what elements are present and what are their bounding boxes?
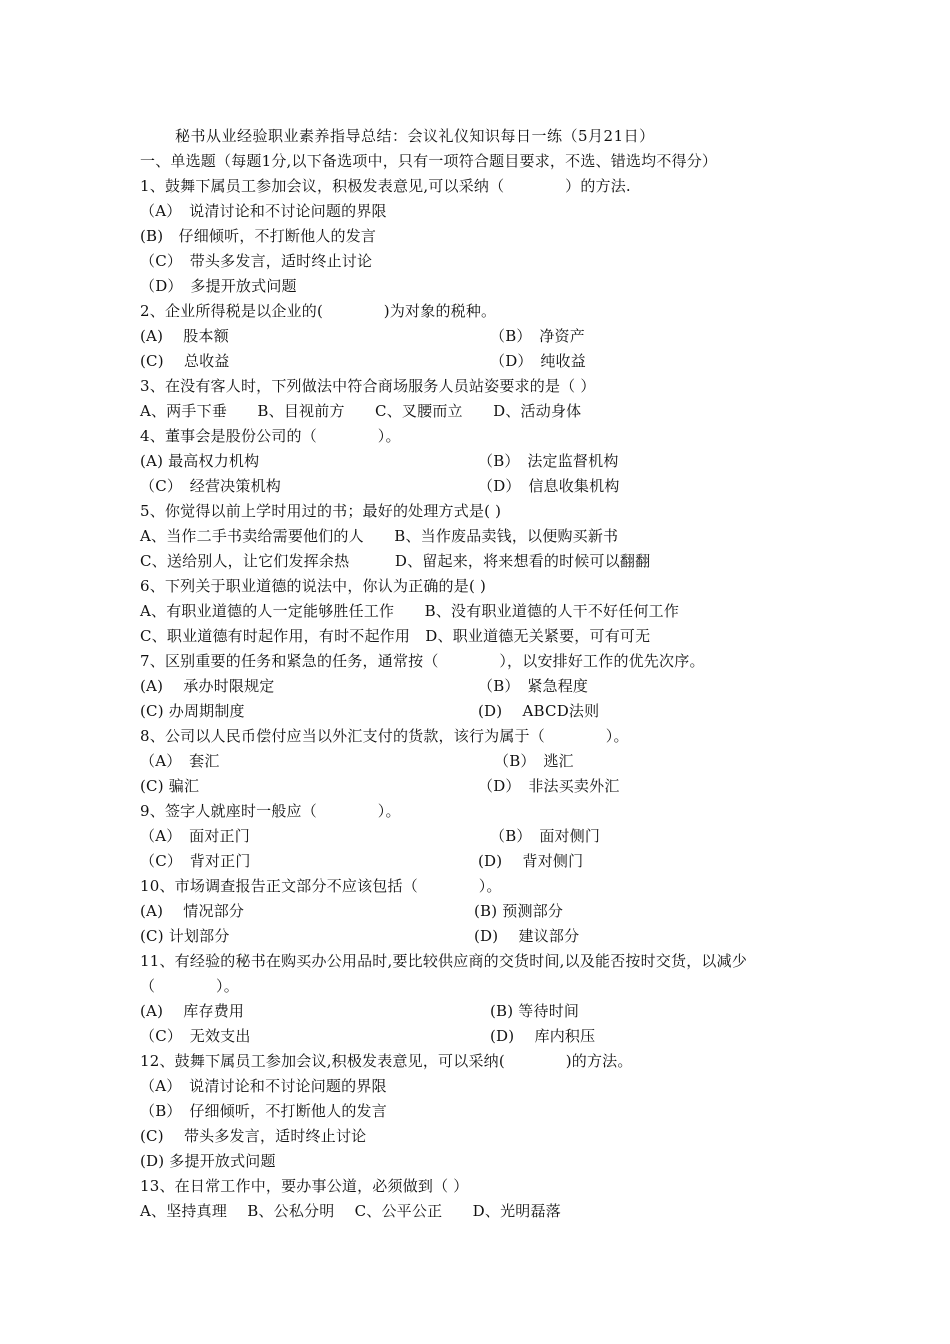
question-7-option-b: （B） 紧急程度 bbox=[478, 677, 589, 695]
question-2-option-a: (A) 股本额 bbox=[140, 327, 229, 345]
question-1-option-d: （D） 多提开放式问题 bbox=[140, 277, 297, 295]
question-10-option-c: (C) 计划部分 bbox=[140, 927, 230, 945]
question-8-option-a: （A） 套汇 bbox=[140, 752, 220, 770]
question-1-stem: 1、鼓舞下属员工参加会议，积极发表意见,可以采纳（ ）的方法. bbox=[140, 177, 631, 195]
question-12-stem: 12、鼓舞下属员工参加会议,积极发表意见，可以采纳( )的方法。 bbox=[140, 1052, 633, 1070]
question-5-stem: 5、你觉得以前上学时用过的书；最好的处理方式是( ) bbox=[140, 502, 502, 520]
question-6-stem: 6、下列关于职业道德的说法中，你认为正确的是( ) bbox=[140, 577, 487, 595]
question-5-options-line-2: C、送给别人，让它们发挥余热 D、留起来，将来想看的时候可以翻翻 bbox=[140, 552, 651, 570]
question-2-stem: 2、企业所得税是以企业的( )为对象的税种。 bbox=[140, 302, 497, 320]
section-heading: 一、单选题（每题1分,以下备选项中，只有一项符合题目要求，不选、错选均不得分） bbox=[140, 152, 718, 170]
question-8-option-c: (C) 骗汇 bbox=[140, 777, 200, 795]
question-10-option-b: (B) 预测部分 bbox=[474, 902, 564, 920]
question-3-stem: 3、在没有客人时，下列做法中符合商场服务人员站姿要求的是（ ） bbox=[140, 377, 596, 395]
question-12-option-b: （B） 仔细倾听，不打断他人的发言 bbox=[140, 1102, 387, 1120]
question-11-option-b: (B) 等待时间 bbox=[490, 1002, 580, 1020]
question-8-stem: 8、公司以人民币偿付应当以外汇支付的货款，该行为属于（ ）。 bbox=[140, 727, 629, 745]
question-7-stem: 7、区别重要的任务和紧急的任务，通常按（ ），以安排好工作的优先次序。 bbox=[140, 652, 705, 670]
question-1-option-b: (B) 仔细倾听，不打断他人的发言 bbox=[140, 227, 377, 245]
question-6-options-line-2: C、职业道德有时起作用，有时不起作用 D、职业道德无关紧要，可有可无 bbox=[140, 627, 651, 645]
question-12-option-a: （A） 说清讨论和不讨论问题的界限 bbox=[140, 1077, 387, 1095]
question-7-option-d: (D) ABCD法则 bbox=[478, 702, 600, 720]
question-9-stem: 9、签字人就座时一般应（ ）。 bbox=[140, 802, 401, 820]
question-9-option-c: （C） 背对正门 bbox=[140, 852, 251, 870]
question-11-option-d: (D) 库内积压 bbox=[490, 1027, 596, 1045]
question-12-option-c: (C) 带头多发言，适时终止讨论 bbox=[140, 1127, 367, 1145]
question-8-option-b: （B） 逃汇 bbox=[494, 752, 574, 770]
question-10-option-a: (A) 情况部分 bbox=[140, 902, 245, 920]
question-8-option-d: （D） 非法买卖外汇 bbox=[478, 777, 620, 795]
question-12-option-d: (D) 多提开放式问题 bbox=[140, 1152, 276, 1170]
question-5-options-line-1: A、当作二手书卖给需要他们的人 B、当作废品卖钱，以便购买新书 bbox=[140, 527, 619, 545]
question-2-option-d: （D） 纯收益 bbox=[490, 352, 586, 370]
question-1-option-a: （A） 说清讨论和不讨论问题的界限 bbox=[140, 202, 387, 220]
question-3-options: A、两手下垂 B、目视前方 C、叉腰而立 D、活动身体 bbox=[140, 402, 582, 420]
question-13-stem: 13、在日常工作中，要办事公道，必须做到（ ） bbox=[140, 1177, 469, 1195]
question-1-option-c: （C） 带头多发言，适时终止讨论 bbox=[140, 252, 373, 270]
question-11-option-a: (A) 库存费用 bbox=[140, 1002, 245, 1020]
question-10-option-d: (D) 建议部分 bbox=[474, 927, 580, 945]
question-2-option-c: (C) 总收益 bbox=[140, 352, 230, 370]
question-9-option-b: （B） 面对侧门 bbox=[490, 827, 601, 845]
document-title: 秘书从业经验职业素养指导总结：会议礼仪知识每日一练（5月21日） bbox=[175, 127, 655, 145]
question-9-option-d: (D) 背对侧门 bbox=[478, 852, 584, 870]
question-11-stem: 11、有经验的秘书在购买办公用品时,要比较供应商的交货时间,以及能否按时交货，以减少 bbox=[140, 952, 748, 970]
question-2-option-b: （B） 净资产 bbox=[490, 327, 585, 345]
question-4-option-c: （C） 经营决策机构 bbox=[140, 477, 281, 495]
question-9-option-a: （A） 面对正门 bbox=[140, 827, 250, 845]
question-7-option-a: (A) 承办时限规定 bbox=[140, 677, 275, 695]
question-6-options-line-1: A、有职业道德的人一定能够胜任工作 B、没有职业道德的人干不好任何工作 bbox=[140, 602, 680, 620]
question-7-option-c: (C) 办周期制度 bbox=[140, 702, 245, 720]
question-10-stem: 10、市场调查报告正文部分不应该包括（ ）。 bbox=[140, 877, 502, 895]
question-13-options: A、坚持真理 B、公私分明 C、公平公正 D、光明磊落 bbox=[140, 1202, 561, 1220]
question-4-option-b: （B） 法定监督机构 bbox=[478, 452, 619, 470]
question-4-option-d: （D） 信息收集机构 bbox=[478, 477, 620, 495]
question-4-stem: 4、董事会是股份公司的（ ）。 bbox=[140, 427, 401, 445]
question-11-stem-continued: （ ）。 bbox=[140, 977, 239, 995]
question-4-option-a: (A) 最高权力机构 bbox=[140, 452, 260, 470]
question-11-option-c: （C） 无效支出 bbox=[140, 1027, 251, 1045]
